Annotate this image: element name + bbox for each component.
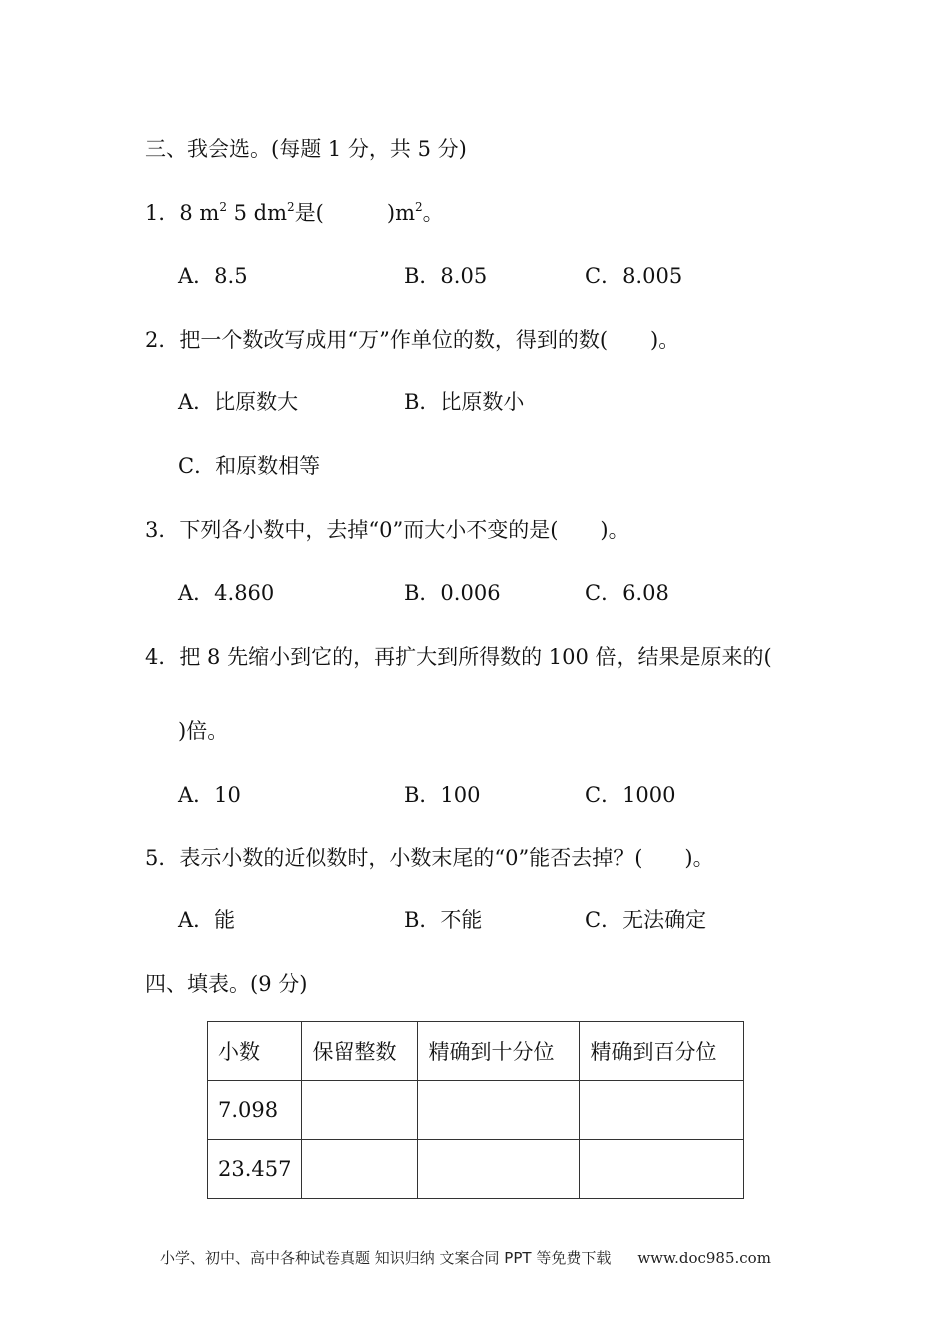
section4-heading: 四、填表。(9 分) [145,972,308,996]
question-4-option-a[interactable]: A．10 [178,783,241,807]
table-row [208,1081,744,1140]
table-header-row [208,1022,744,1081]
table-cell-decimal: 7.098 [208,1081,302,1140]
question-4-option-b[interactable]: B．100 [404,783,481,807]
superscript-2: 2 [287,200,295,214]
question-1-text-a: 8 m [179,201,220,225]
question-2-option-a[interactable]: A．比原数大 [178,390,299,414]
question-1-text-c: 是( )m [294,201,415,225]
question-3-option-c[interactable]: C．6.08 [585,581,669,605]
question-1-number: 1． [145,201,180,225]
question-5: 5．表示小数的近似数时，小数末尾的“0”能否去掉？( )。 [145,846,714,870]
question-2: 2．把一个数改写成用“万”作单位的数，得到的数( )。 [145,328,680,352]
table-header-cell: 保留整数 [302,1022,418,1081]
question-4-option-c[interactable]: C．1000 [585,783,676,807]
question-3: 3．下列各小数中，去掉“0”而大小不变的是( )。 [145,518,630,542]
table-cell-answer[interactable] [580,1140,744,1199]
question-1 [145,200,444,225]
fill-table [207,1021,744,1199]
table-cell-answer[interactable] [418,1140,580,1199]
superscript-1: 2 [219,200,227,214]
question-3-option-b[interactable]: B．0.006 [404,581,501,605]
question-4-line-2: )倍。 [178,719,229,743]
table-header-cell: 精确到十分位 [418,1022,580,1081]
question-1-text-b: 5 dm [226,201,288,225]
table-cell-decimal: 23.457 [208,1140,302,1199]
table-header-cell: 小数 [208,1022,302,1081]
question-5-option-b[interactable]: B．不能 [404,908,483,932]
table-cell-answer[interactable] [580,1081,744,1140]
question-2-option-c[interactable]: C．和原数相等 [178,454,321,478]
superscript-3: 2 [415,200,423,214]
question-1-option-c[interactable]: C．8.005 [585,264,683,288]
question-5-option-a[interactable]: A．能 [178,908,236,932]
question-1-text-d: 。 [422,201,444,225]
table-cell-answer[interactable] [302,1081,418,1140]
question-1-option-a[interactable]: A．8.5 [178,264,248,288]
table-cell-answer[interactable] [302,1140,418,1199]
question-5-option-c[interactable]: C．无法确定 [585,908,707,932]
page-footer [160,1247,771,1268]
table-cell-answer[interactable] [418,1081,580,1140]
footer-url[interactable]: www.doc985.com [637,1249,771,1267]
table-header-cell: 精确到百分位 [580,1022,744,1081]
table-row [208,1140,744,1199]
footer-text: 小学、初中、高中各种试卷真题 知识归纳 文案合同 PPT 等免费下载 [160,1249,612,1267]
section3-heading: 三、我会选。(每题 1 分，共 5 分) [145,137,467,161]
question-2-option-b[interactable]: B．比原数小 [404,390,525,414]
question-4-line-1: 4．把 8 先缩小到它的，再扩大到所得数的 100 倍，结果是原来的( [145,645,772,669]
question-3-option-a[interactable]: A．4.860 [178,581,275,605]
question-1-option-b[interactable]: B．8.05 [404,264,488,288]
